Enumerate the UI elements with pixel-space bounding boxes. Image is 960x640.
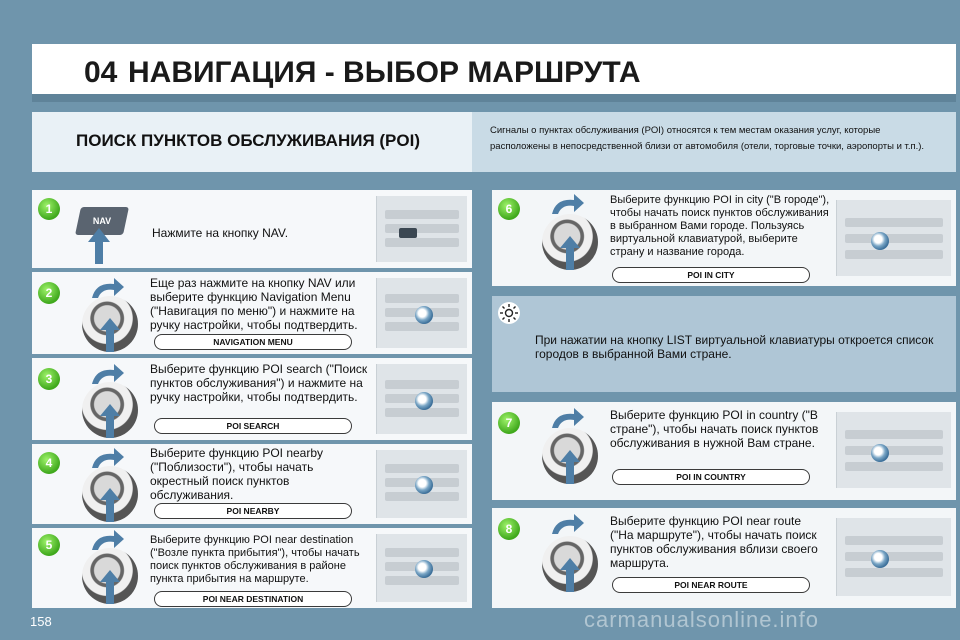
radio-panel-6 [836,200,951,276]
push-arrow-icon-4 [100,488,120,522]
radio-panel-1 [376,196,467,262]
page-number: 158 [30,614,52,629]
step-badge-3: 3 [38,368,60,390]
step-text-6: Выберите функцию POI in city ("В городе"), чтобы начать поиск пунктов обслуживания в выбранном Вами городе. Пользуясь виртуальной клавиатурой, выберите страну и название города. [610,194,830,258]
push-arrow-icon-8 [560,558,580,592]
rotate-arrow-icon-7 [550,408,584,430]
radio-panel-8 [836,518,951,596]
push-arrow-icon-2 [100,318,120,352]
function-label-poi-near-destination: POI NEAR DESTINATION [154,591,352,607]
radio-panel-7 [836,412,951,488]
chapter-number: 04 [84,56,118,89]
rotate-arrow-icon-2 [90,278,124,300]
step-text-8: Выберите функцию POI near route ("На маршруте"), чтобы начать поиск пунктов обслуживания вблизи своего маршрута. [610,514,818,570]
step-text-3: Выберите функцию POI search ("Поиск пунктов обслуживания") и нажмите на ручку настройки, чтобы подтвердить. [150,362,368,404]
radio-panel-2 [376,278,467,348]
step-badge-4: 4 [38,452,60,474]
push-arrow-icon-5 [100,570,120,604]
radio-panel-3 [376,364,467,434]
sun-icon [498,302,520,324]
function-label-poi-search: POI SEARCH [154,418,352,434]
page-title: НАВИГАЦИЯ - ВЫБОР МАРШРУТА [128,56,641,89]
step-text-7: Выберите функцию POI in country ("В стране"), чтобы начать поиск пунктов обслуживания в нужной Вам стране. [610,408,819,450]
section-title: ПОИСК ПУНКТОВ ОБСЛУЖИВАНИЯ (POI) [76,131,421,150]
push-arrow-icon-7 [560,450,580,484]
function-label-poi-in-city: POI IN CITY [612,267,810,283]
section-description: Сигналы о пунктах обслуживания (POI) относятся к тем местам оказания услуг, которые расположены в непосредственной близи от автомобиля (отели, торговые точки, аэропорты и т.п.). [490,125,925,152]
title-shadow [32,94,956,102]
press-arrow-icon [88,228,110,264]
rotate-arrow-icon-6 [550,194,584,216]
rotate-arrow-icon-5 [90,530,124,552]
function-label-poi-nearby: POI NEARBY [154,503,352,519]
function-label-poi-near-route: POI NEAR ROUTE [612,577,810,593]
function-label-poi-in-country: POI IN COUNTRY [612,469,810,485]
step-badge-7: 7 [498,412,520,434]
rotate-arrow-icon-4 [90,448,124,470]
step-badge-1: 1 [38,198,60,220]
step-text-2: Еще раз нажмите на кнопку NAV или выберите функцию Navigation Menu ("Навигация по меню") и нажмите на ручку настройки, чтобы подтвердить. [150,276,358,332]
step-badge-2: 2 [38,282,60,304]
info-sun-icon [498,302,520,324]
rotate-arrow-icon-3 [90,364,124,386]
radio-panel-4 [376,450,467,518]
rotate-arrow-icon-8 [550,514,584,536]
step-badge-6: 6 [498,198,520,220]
watermark: carmanualsonline.info [584,607,820,632]
step-badge-5: 5 [38,534,60,556]
push-arrow-icon-6 [560,236,580,270]
radio-panel-5 [376,534,467,602]
nav-button-label: NAV [92,216,112,226]
step-text-4: Выберите функцию POI nearby ("Поблизости"), чтобы начать окрестный поиск пунктов обслуживания. [150,446,324,502]
push-arrow-icon-3 [100,404,120,438]
step-badge-8: 8 [498,518,520,540]
function-label-navigation-menu: NAVIGATION MENU [154,334,352,350]
info-text: При нажатии на кнопку LIST виртуальной клавиатуры откроется список городов в выбранной Вами стране. [535,333,934,361]
step-text-5: Выберите функцию POI near destination ("Возле пункта прибытия"), чтобы начать поиск пунктов обслуживания в районе пункта прибытия на маршруте. [150,534,360,585]
step-text-1: Нажмите на кнопку NAV. [152,226,289,240]
